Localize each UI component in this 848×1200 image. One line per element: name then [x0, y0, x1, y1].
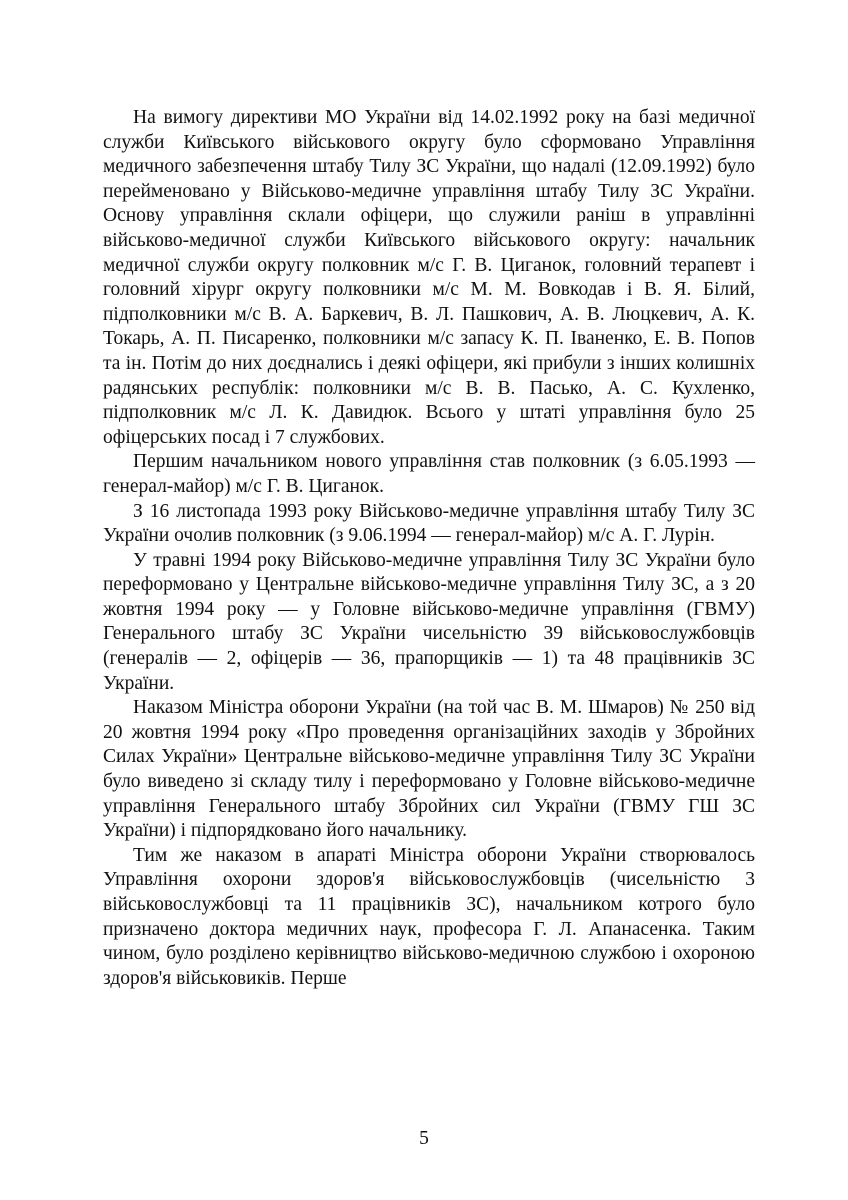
paragraph-2: Першим начальником нового управління став полковник (з 6.05.1993 — генерал-майор) м/с Г. В. Циганок.	[103, 451, 755, 497]
page-number: 5	[419, 1128, 429, 1149]
paragraph-6: Тим же наказом в апараті Міністра оборони України створювалось Управління охорони здоров'я військовослужбовців (чисельністю 3 військовослужбовці та 11 працівників ЗС), начальником котрого було призначено доктора медичних наук, професора Г. Л. Апанасенка. Таким чином, було розділено керівництво військово-медичною службою і охороною здоров'я військовиків. Перше	[103, 844, 755, 989]
paragraph-1: На вимогу директиви МО України від 14.02.1992 року на базі медичної служби Київського військового округу було сформовано Управління медичного забезпечення штабу Тилу ЗС України, що надалі (12.09.1992) було перейменовано у Військово-медичне управління штабу Тилу ЗС України. Основу управління склали офіцери, що служили раніш в управлінні військово-медичної служби Київського військового округу: начальник медичної служби округу полковник м/с Г. В. Циганок, головний терапевт і головний хірург округу полковники м/с М. М. Вовкодав і В. Я. Білий, підполковники м/с В. А. Баркевич, В. Л. Пашкович, А. В. Люцкевич, А. К. Токарь, А. П. Писаренко, полковники м/с запасу К. П. Іваненко, Е. В. Попов та ін. Потім до них доєднались і деякі офіцери, які прибули з інших колишніх радянських республік: полковники м/с В. В. Пасько, А. С. Кухленко, підполковник м/с Л. К. Давидюк. Всього у штаті управління було 25 офіцерських посад і 7 службових.	[103, 107, 755, 448]
paragraph-3: З 16 листопада 1993 року Військово-медичне управління штабу Тилу ЗС України очолив полковник (з 9.06.1994 — генерал-майор) м/с А. Г. Лурін.	[103, 500, 755, 547]
paragraph-5: Наказом Міністра оборони України (на той час В. М. Шмаров) № 250 від 20 жовтня 1994 року «Про проведення організаційних заходів у Збройних Силах України» Центральне військово-медичне управління Тилу ЗС України було виведено зі складу тилу і переформовано у Головне військово-медичне управління Генерального штабу Збройних сил України (ГВМУ ГШ ЗС України) і підпорядковано його начальнику.	[103, 697, 755, 842]
paragraph-4: У травні 1994 року Військово-медичне управління Тилу ЗС України було переформовано у Центральне військово-медичне управління Тилу ЗС, а з 20 жовтня 1994 року — у Головне військово-медичне управління (ГВМУ) Генерального штабу ЗС України чисельністю 39 військовослужбовців (генералів — 2, офіцерів — 36, прапорщиків — 1) та 48 працівників ЗС України.	[103, 549, 755, 694]
page-body	[103, 106, 755, 991]
